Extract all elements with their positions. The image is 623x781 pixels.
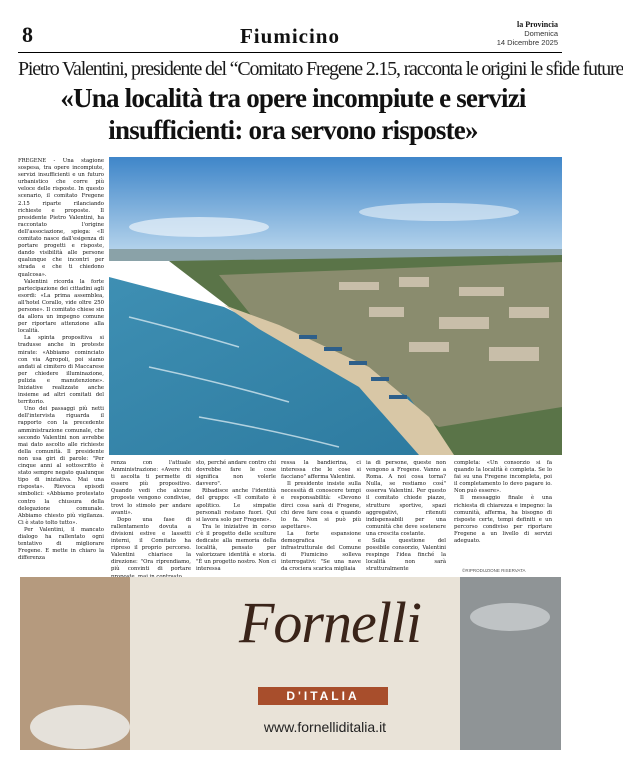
section-title: Fiumicino xyxy=(239,24,340,48)
issue-day: Domenica xyxy=(524,29,558,38)
text-column-1 xyxy=(18,158,104,570)
paragraph: Il messaggio finale è una richiesta di chiarezza e impegno: la comunità, afferma, ha bisogno di risposte certe, tempi definiti e un percorso condiviso per riportare Fregene a un livello di servizi adeguato. xyxy=(454,495,552,545)
paragraph: completa: «Un consorzio si fa quando la località è completa. Se lo fai su una Fregene incompleta, poi il completamento lo devo pagare io. Non può essere». xyxy=(454,460,552,495)
paragraph: La forte espansione demografica e infrastrutturale del Comune di Fiumicino solleva interrogativi: "Se una nave da crociera scarica migliaia xyxy=(281,530,361,573)
advertisement-banner[interactable] xyxy=(20,577,561,750)
paragraph: Ribadisce anche l'identità del gruppo: «Il comitato è apolitico. Le simpatie personali restano fuori. Qui si lavora solo per Fregene». xyxy=(196,488,276,523)
ad-brand-badge: D'ITALIA xyxy=(258,687,388,705)
paragraph: sto, perché andare contro chi dovrebbe fare le cose significa non volerle davvero". xyxy=(196,460,276,488)
paragraph: ia di persone, queste non vengono a Fregene. Vanno a Roma. A noi cosa torna? Nulla, se restiamo così" osserva Valentini. Per questo il comitato chiede piazze, strutture sportive, spazi aggregativi, ritenuti indispensabili per una comunità che deve sostenere una crescita costante. xyxy=(366,460,446,537)
article-kicker: Pietro Valentini, presidente del “Comitato Fregene 2.15, racconta le origini le sfide future xyxy=(18,58,623,80)
text-column-5 xyxy=(366,460,446,573)
masthead xyxy=(497,20,558,47)
paragraph: Per Valentini, il mancato dialogo ha rallentato ogni tentativo di migliorare Fregene. E mette in chiaro la differenza xyxy=(18,526,104,562)
text-column-2 xyxy=(111,460,191,573)
text-column-6 xyxy=(454,460,552,568)
paragraph: ressa la bandierina, ci interessa che le cose si facciano" afferma Valentini. xyxy=(281,460,361,481)
ad-brand-logo: Fornelli xyxy=(238,590,422,655)
copyright-note: ©RIPRODUZIONE RISERVATA xyxy=(462,568,526,573)
issue-date: 14 Dicembre 2025 xyxy=(496,38,558,47)
paragraph: Sulla questione del possibile consorzio, Valentini respinge l'idea finché la località non sarà strutturalmente xyxy=(366,538,446,573)
text-column-3 xyxy=(196,460,276,573)
coastline-aerial-photo xyxy=(109,157,562,455)
paragraph: renza con l'attuale Amministrazione: «Avere chi ti ascolta ti permette di essere più propositivo. Quando vedi che alcune proposte vengono condivise, trovi lo stimolo per andare avanti». xyxy=(111,460,191,516)
text-column-4 xyxy=(281,460,361,573)
paragraph: Valentini ricorda la forte partecipazione dei cittadini agli esordi: «La prima assemblea, all'hotel Corallo, vide oltre 250 persone». Il comitato chiese sin da allora un impegno comune per riportare attenzione alla località. xyxy=(18,278,104,335)
page-number: 8 xyxy=(22,22,33,47)
ad-website-link[interactable]: www.fornelliditalia.it xyxy=(263,719,387,735)
article-headline: «Una località tra opere incompiute e servizi insufficienti: ora servono risposte» xyxy=(60,83,526,145)
paragraph: Uno dei passaggi più netti dell'intervista riguarda il rapporto con la precedente amministrazione comunale, che secondo Valentini non avrebbe mai dato ascolto alle richieste della comunità. Il presidente non usa giri di parole: "Per cinque anni al sottoscritto è stato sempre negato qualunque tipo di iniziativa. Mai una risposta». Rievoca episodi simbolici: «Abbiamo protestato contro la chiusura della delegazione comunale. Abbiamo chiesto più vigilanza. Ci è stato tolto tutto». xyxy=(18,406,104,526)
paragraph: Dopo una fase di rallentamento dovuta a divisioni estive e lassetti interni, il Comitato ha ripreso il proprio percorso. Valentini chiarisce la direzione: "Ora riprendiamo, più convinti di portare xyxy=(111,516,191,573)
paragraph: FREGENE - Una stagione sospesa, tra opere incompiute, servizi insufficienti e un futuro urbanistico che corre più veloce delle risposte. In questo scenario, il comitato Fregene 2.15 riparte rilanciando richieste e proposte. Il presidente Pietro Valentini, ha raccontato l'origine dell'associazione, spiega: «Il comitato nasce dall'esigenza di portare progetti e risposte, dando visibilità alle persone qualunque che incontri per strada e che ti chiedono qualcosa». xyxy=(18,158,104,278)
header-rule xyxy=(18,52,562,53)
paragraph: La spinta propositiva si tradusse anche in proteste mirate: «Abbiamo cominciato con via Agropoli, poi siamo andati al cimitero di Maccarese per chiedere illuminazione, pulizia e manutenzione». Iniziative realizzate anche insieme ad altri comitati del territorio. xyxy=(18,335,104,406)
paragraph: Tra le iniziative in corso c'è il progetto delle sculture dedicate alla memoria della località, pensato per valorizzare identità e storia. "È un progetto nostro. Non ci interessa xyxy=(196,523,276,573)
paragraph: Il presidente insiste sulla necessità di conoscere tempi e responsabilità: «Devono dirci cosa sarà di Fregene, chi deve fare cosa e quando lo fa. Non si può più aspettare». xyxy=(281,481,361,530)
masthead-title: la Provincia xyxy=(517,20,558,29)
